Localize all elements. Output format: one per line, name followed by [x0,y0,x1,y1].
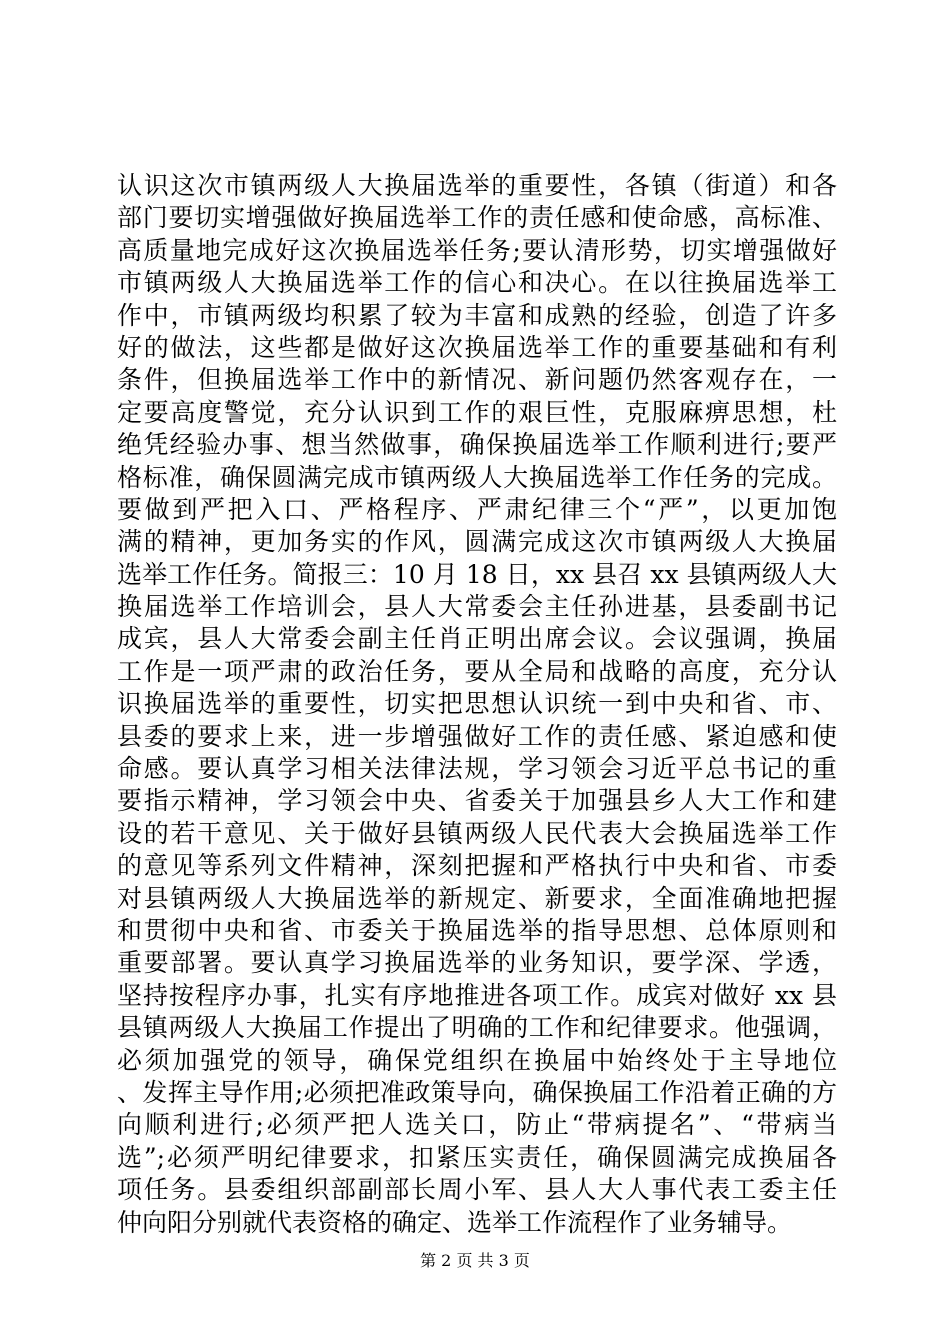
text-line: 市镇两级人大换届选举工作的信心和决心。在以往换届选举工 [117,268,837,298]
text-line: 县委的要求上来，进一步增强做好工作的责任感、紧迫感和使 [117,721,837,751]
text-line: 作中，市镇两级均积累了较为丰富和成熟的经验，创造了许多 [117,300,837,330]
text-line: 条件，但换届选举工作中的新情况、新问题仍然客观存在，一 [117,365,837,395]
body-text [117,170,837,1239]
text-line: 选举工作任务。简报三：10 月 18 日，xx 县召 xx 县镇两级人大 [117,559,837,589]
text-line: 项任务。县委组织部副部长周小军、县人大人事代表工委主任 [117,1175,837,1205]
text-line: 县镇两级人大换届工作提出了明确的工作和纪律要求。他强调， [117,1013,837,1043]
text-line: 认识这次市镇两级人大换届选举的重要性，各镇（街道）和各 [117,171,837,200]
text-line: 仲向阳分别就代表资格的确定、选举工作流程作了业务辅导。 [117,1207,793,1237]
text-line: 要做到严把入口、严格程序、严肃纪律三个“严”，以更加饱 [117,494,837,524]
text-line: 好的做法，这些都是做好这次换届选举工作的重要基础和有利 [117,332,837,362]
text-line: 识换届选举的重要性，切实把思想认识统一到中央和省、市、 [117,689,837,719]
text-line: 和贯彻中央和省、市委关于换届选举的指导思想、总体原则和 [117,915,837,945]
text-line: 满的精神，更加务实的作风，圆满完成这次市镇两级人大换届 [117,527,837,557]
text-line: 设的若干意见、关于做好县镇两级人民代表大会换届选举工作 [117,818,837,848]
text-line: 命感。要认真学习相关法律法规，学习领会习近平总书记的重 [117,754,837,784]
text-line: 格标准，确保圆满完成市镇两级人大换届选举工作任务的完成。 [117,462,837,492]
text-line: 坚持按程序办事，扎实有序地推进各项工作。成宾对做好 xx 县 [117,980,837,1010]
text-line: 换届选举工作培训会，县人大常委会主任孙进基，县委副书记 [117,592,837,622]
text-line: 定要高度警觉，充分认识到工作的艰巨性，克服麻痹思想，杜 [117,397,837,427]
text-line: 的意见等系列文件精神，深刻把握和严格执行中央和省、市委 [117,851,837,881]
text-line: 、发挥主导作用;必须把准政策导向，确保换届工作沿着正确的方 [117,1077,837,1107]
text-line: 选”;必须严明纪律要求，扣紧压实责任，确保圆满完成换届各 [117,1142,837,1172]
text-line: 部门要切实增强做好换届选举工作的责任感和使命感，高标准、 [117,203,837,233]
text-line: 必须加强党的领导，确保党组织在换届中始终处于主导地位 [117,1045,837,1075]
text-line: 工作是一项严肃的政治任务，要从全局和战略的高度，充分认 [117,656,837,686]
text-line: 绝凭经验办事、想当然做事，确保换届选举工作顺利进行;要严 [117,430,837,460]
text-line: 重要部署。要认真学习换届选举的业务知识，要学深、学透， [117,948,837,978]
text-line: 向顺利进行;必须严把人选关口，防止“带病提名”、“带病当 [117,1110,837,1140]
text-line: 对县镇两级人大换届选举的新规定、新要求，全面准确地把握 [117,883,837,913]
text-line: 高质量地完成好这次换届选举任务;要认清形势，切实增强做好 [117,235,837,265]
text-line: 成宾，县人大常委会副主任肖正明出席会议。会议强调，换届 [117,624,837,654]
text-line: 要指示精神，学习领会中央、省委关于加强县乡人大工作和建 [117,786,837,816]
page-footer: 第 2 页 共 3 页 [420,1251,530,1270]
